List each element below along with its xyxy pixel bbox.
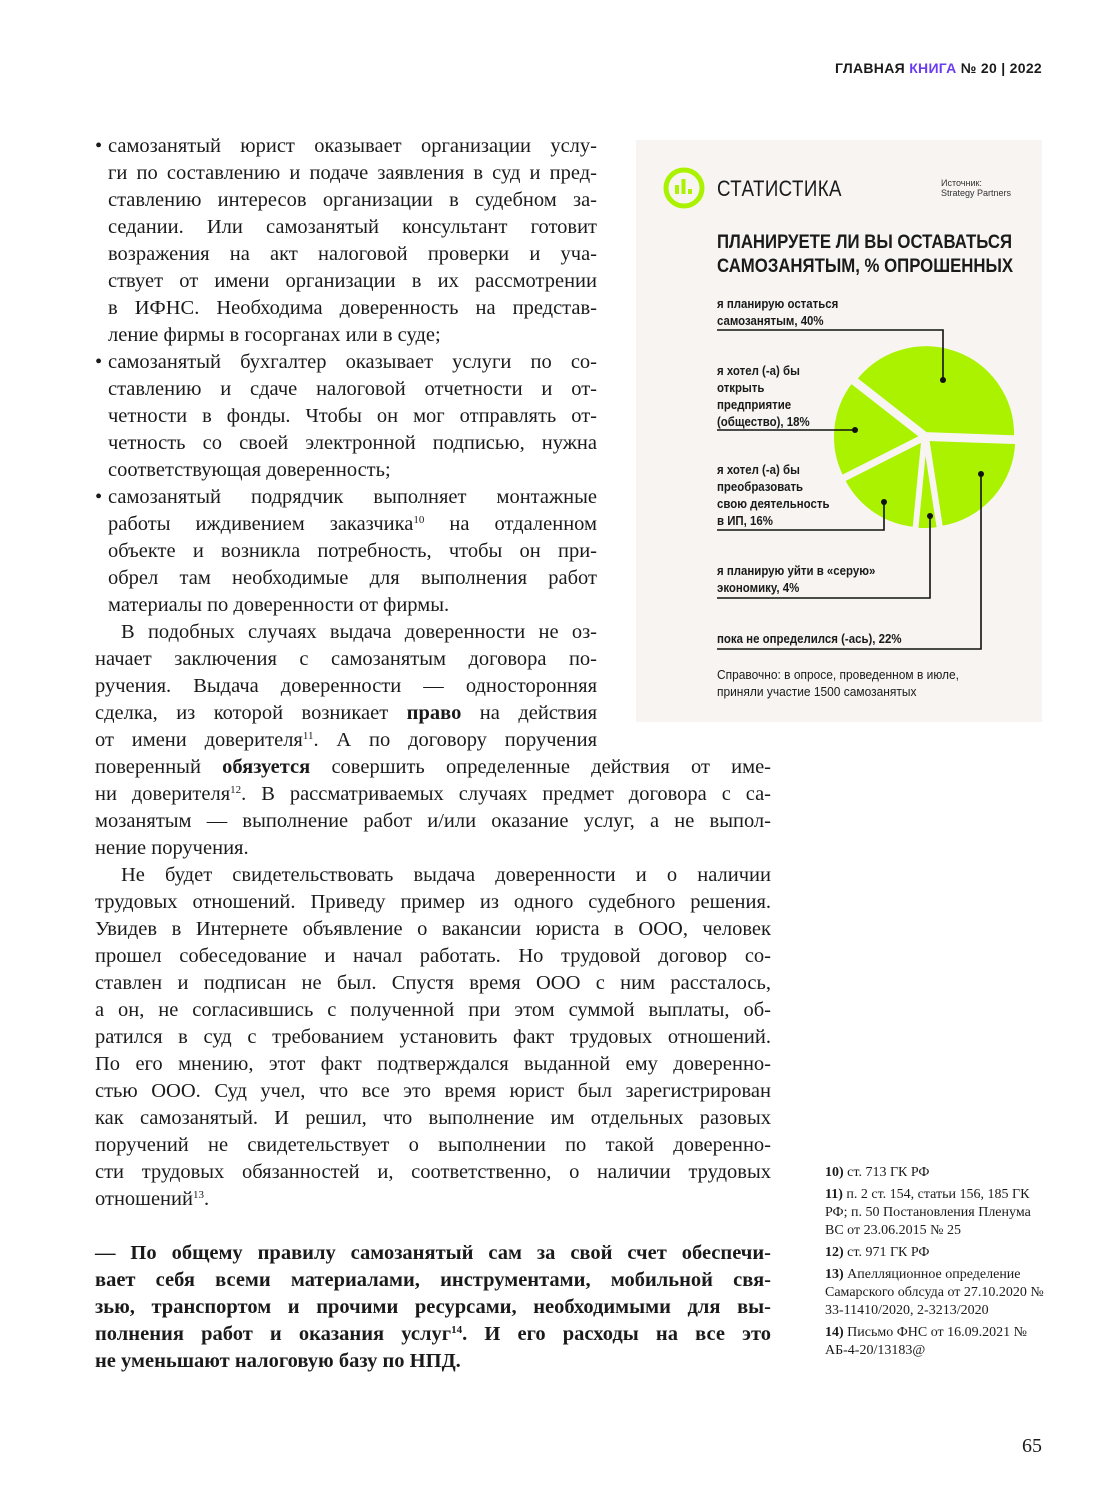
- line: возражения на акт налоговой проверки и уча-: [108, 243, 597, 265]
- line: в ИФНС. Необходима доверенность на представ-: [108, 297, 597, 319]
- line: [95, 700, 597, 727]
- text: . А по договору поручения: [313, 729, 597, 751]
- label-line: самозанятым, 40%: [717, 313, 824, 328]
- chart-note: [717, 666, 959, 700]
- footnote-number: 12): [825, 1245, 844, 1260]
- line: • самозанятый юрист оказывает организации услу-: [95, 133, 597, 160]
- line: [95, 1321, 771, 1348]
- paragraph-2: [95, 862, 771, 1213]
- footnote-number: 10): [825, 1165, 844, 1180]
- label-16: [717, 461, 830, 529]
- line: [95, 511, 597, 538]
- leader-dot: [927, 513, 933, 519]
- line: [95, 781, 771, 808]
- chart-title: [717, 230, 1013, 278]
- page-number: 65: [1022, 1435, 1042, 1457]
- footnote: [825, 1266, 1050, 1320]
- label-line: я планирую остаться: [717, 296, 839, 311]
- line: Увидев в Интернете объявление о вакансии юриста в ООО, человек: [95, 918, 771, 940]
- title-line: ПЛАНИРУЕТЕ ЛИ ВЫ ОСТАВАТЬСЯ: [717, 231, 1013, 253]
- label-line: предприятие: [717, 397, 792, 412]
- line: четность со своей электронной подписью, нужна: [108, 432, 597, 454]
- line: начает заключения с самозанятым договора по-: [95, 648, 597, 670]
- label-18: [717, 362, 810, 430]
- line: вает себя всеми материалами, инструментами, мобильной свя-: [95, 1269, 771, 1291]
- footnote-text: ст. 713 ГК РФ: [843, 1165, 930, 1180]
- footnote-text: ст. 971 ГК РФ: [843, 1245, 930, 1260]
- issue-number: № 20 | 2022: [960, 60, 1042, 76]
- stat-icon: [666, 170, 702, 206]
- title-line: САМОЗАНЯТЫМ, % ОПРОШЕННЫХ: [717, 255, 1014, 277]
- text: работы иждивением заказчика: [108, 513, 414, 535]
- label-line: (общество), 18%: [717, 414, 810, 429]
- source: [941, 178, 1011, 198]
- footnote-ref: 12: [230, 784, 242, 796]
- line: объекте и возникла потребность, чтобы он при-: [108, 540, 597, 562]
- label-line: свою деятельность: [717, 496, 830, 511]
- footnote-ref: 11: [302, 730, 314, 742]
- footnote-number: 13): [825, 1267, 844, 1282]
- line: поручений не свидетельствует о выполнении по такой доверенно-: [95, 1134, 771, 1156]
- line: ручения. Выдача доверенности — односторонняя: [95, 675, 597, 697]
- brand-part-1: ГЛАВНАЯ: [834, 60, 905, 76]
- line: мозанятым — выполнение работ и/или оказание услуг, а не выпол-: [95, 810, 771, 832]
- line: стью ООО. Суд учел, что все это время юрист был зарегистрирован: [95, 1080, 771, 1102]
- line: четности в фонды. Чтобы он мог отправлять от-: [108, 405, 597, 427]
- label-22: [717, 630, 902, 647]
- line: ление фирмы в госорганах или в суде;: [108, 324, 441, 346]
- line: нение поручения.: [95, 837, 249, 859]
- text: .: [203, 1188, 210, 1210]
- line: ставлению и сдаче налоговой отчетности и от-: [108, 378, 597, 400]
- leader-dot: [852, 427, 858, 433]
- line: соответствующая доверенность;: [108, 459, 391, 481]
- text: ни доверителя: [95, 783, 231, 805]
- footnote-text: п. 2 ст. 154, статьи 156, 185 ГК РФ; п. 50 Постановления Пленума ВС от 23.06.2015 № 25: [825, 1187, 1031, 1238]
- footnotes: [825, 1164, 1050, 1364]
- text: . И его расходы на все это: [462, 1323, 771, 1345]
- footnote-number: 11): [825, 1187, 843, 1202]
- line: материалы по доверенности от фирмы.: [108, 594, 450, 616]
- line: а он, не согласившись с полученной при этом суммой выплаты, об-: [95, 999, 771, 1021]
- note-line: приняли участие 1500 самозанятых: [717, 684, 917, 699]
- text: полнения работ и оказания услуг: [95, 1323, 452, 1345]
- footnote-text: Апелляционное определение Самарского облсуда от 27.10.2020 № 33-11410/2020, 2-3213/2020: [825, 1267, 1044, 1318]
- line: прошел собеседование и начал работать. Но трудовой договор со-: [95, 945, 771, 967]
- label-40: [717, 295, 838, 329]
- footnote: [825, 1244, 1050, 1262]
- label-line: открыть: [717, 380, 765, 395]
- text: отношений: [95, 1188, 193, 1210]
- line: ратился в суд с требованием установить факт трудовых отношений.: [95, 1026, 771, 1048]
- footnote: [825, 1186, 1050, 1240]
- line: • самозанятый подрядчик выполняет монтажные: [95, 484, 597, 511]
- line: как самозанятый. И решил, что выполнение им отдельных разовых: [95, 1107, 771, 1129]
- text: поверенный: [95, 756, 223, 778]
- label-line: в ИП, 16%: [717, 513, 773, 528]
- footnote-number: 14): [825, 1325, 844, 1340]
- pie-slice-22: [927, 439, 1017, 528]
- line: ставлению интересов организации в судебном за-: [108, 189, 597, 211]
- note-line: Справочно: в опросе, проведенном в июле,: [717, 667, 959, 682]
- line: не уменьшают налоговую базу по НПД.: [95, 1350, 461, 1372]
- running-header: [835, 60, 1042, 76]
- brand-part-2: КНИГА: [909, 60, 957, 76]
- footnote-ref: 14: [451, 1324, 463, 1336]
- emphasis: обязуется: [222, 756, 311, 778]
- line: [95, 727, 597, 754]
- line: В подобных случаях выдача доверенности не оз-: [121, 621, 597, 643]
- source-name: Strategy Partners: [941, 188, 1012, 198]
- leader-dot: [881, 499, 887, 505]
- line: Не будет свидетельствовать выдача доверенности и о наличии: [121, 864, 771, 886]
- line: седании. Или самозанятый консультант готовит: [108, 216, 597, 238]
- line: [95, 754, 771, 781]
- line: По его мнению, этот факт подтверждался выданной ему доверенно-: [95, 1053, 771, 1075]
- box-title: СТАТИСТИКА: [717, 176, 842, 201]
- line: сти трудовых обязанностей и, соответственно, о наличии трудовых: [95, 1161, 771, 1183]
- footnote: [825, 1164, 1050, 1182]
- label-4: [717, 562, 875, 596]
- line: — По общему правилу самозанятый сам за свой счет обеспечи-: [95, 1242, 771, 1264]
- label-line: преобразовать: [717, 479, 804, 494]
- text: . В рассматриваемых случаях предмет договора с са-: [241, 783, 771, 805]
- label-line: пока не определился (-ась), 22%: [717, 631, 902, 646]
- footnote: [825, 1324, 1050, 1360]
- line: • самозанятый бухгалтер оказывает услуги по со-: [95, 349, 597, 376]
- label-line: экономику, 4%: [717, 580, 800, 595]
- footnote-ref: 13: [192, 1189, 204, 1201]
- footnote-text: Письмо ФНС от 16.09.2021 № АБ-4-20/13183@: [825, 1325, 1028, 1358]
- label-line: я хотел (-а) бы: [717, 462, 800, 477]
- footnote-ref: 10: [413, 514, 425, 526]
- label-line: я планирую уйти в «серую»: [717, 563, 876, 578]
- text: на действия: [461, 702, 597, 724]
- line: обрел там необходимые для выполнения работ: [108, 567, 597, 589]
- label-line: я хотел (-а) бы: [717, 363, 800, 378]
- line: ги по составлению и подаче заявления в суд и пред-: [108, 162, 597, 184]
- source-label: Источник:: [941, 178, 982, 188]
- line: [95, 1186, 771, 1213]
- lead-paragraph: [95, 1240, 771, 1375]
- statistics-box: [636, 140, 1042, 722]
- text: сделка, из которой возникает: [95, 702, 407, 724]
- line: ставлен и подписан не был. Спустя время ООО с ним рассталось,: [95, 972, 771, 994]
- line: ствует от имени организации в их рассмотрении: [108, 270, 597, 292]
- text: совершить определенные действия от име-: [310, 756, 771, 778]
- leader-dot: [940, 377, 946, 383]
- leader-dot: [978, 471, 984, 477]
- line: трудовых отношений. Приведу пример из одного судебного решения.: [95, 891, 771, 913]
- text: от имени доверителя: [95, 729, 303, 751]
- line: зью, транспортом и прочими ресурсами, необходимыми для вы-: [95, 1296, 771, 1318]
- text: на отдаленном: [424, 513, 597, 535]
- emphasis: право: [406, 702, 462, 724]
